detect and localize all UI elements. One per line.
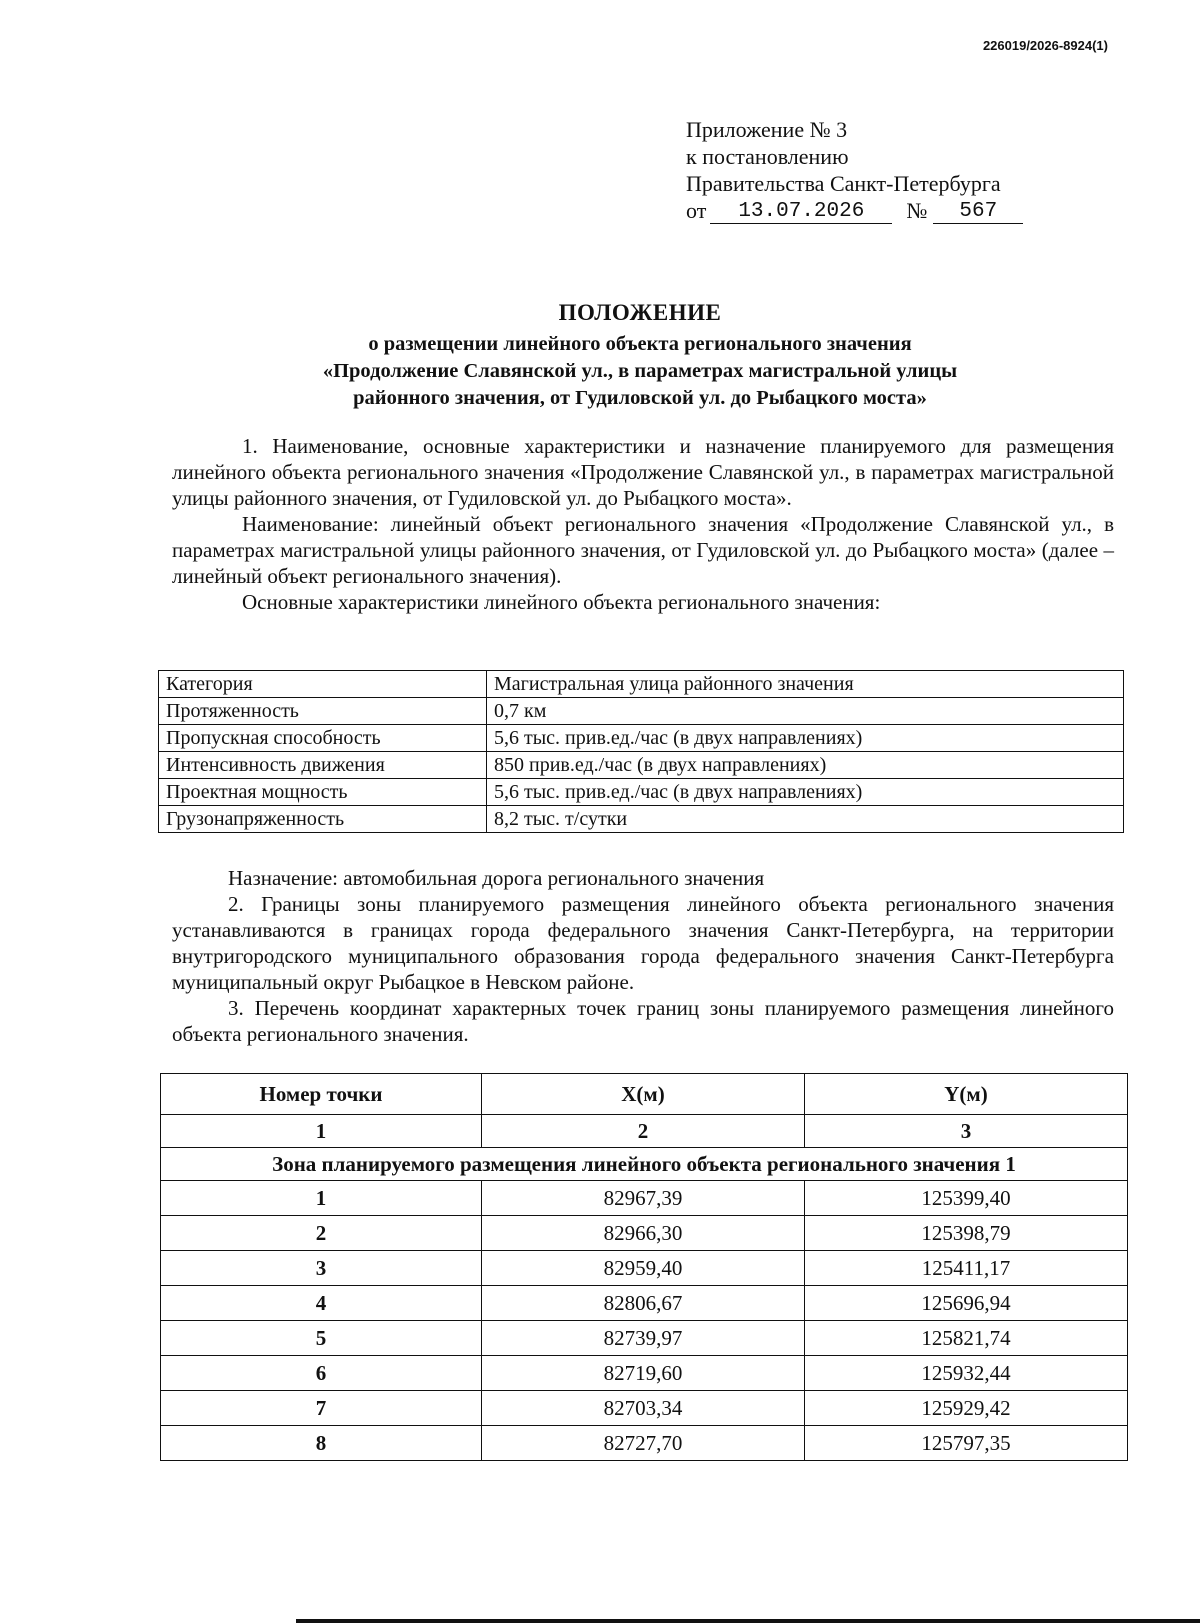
paragraph: 2. Границы зоны планируемого размещения линейного объекта регионального значения устанавливаются в границах города федерального значения Санкт-Петербурга, на территории внутригородского муниципального образования города федерального значения Санкт-Петербурга муниципальный округ Рыбацкое в Невском районе. [172,892,1114,994]
point-number: 7 [161,1391,482,1426]
scan-edge-line [296,1619,1200,1623]
point-number: 8 [161,1426,482,1461]
x-coordinate: 82739,97 [482,1321,805,1356]
section-2-3-text [172,865,1114,1047]
y-coordinate: 125411,17 [805,1251,1128,1286]
table-row [161,1286,1128,1321]
y-coordinate: 125398,79 [805,1216,1128,1251]
paragraph: 1. Наименование, основные характеристики и назначение планируемого для размещения линейного объекта регионального значения «Продолжение Славянской ул., в параметрах магистральной улицы районного значения, от Гудиловской ул. до Рыбацкого моста». [172,434,1114,510]
point-number: 3 [161,1251,482,1286]
y-coordinate: 125932,44 [805,1356,1128,1391]
section-1-text [172,433,1114,615]
table-row [159,806,1124,833]
table-row [159,725,1124,752]
column-index: 1 [161,1115,482,1148]
characteristic-value: 5,6 тыс. прив.ед./час (в двух направлениях) [487,725,1124,752]
decree-number: 567 [933,201,1023,224]
characteristic-label: Проектная мощность [159,779,487,806]
characteristic-value: 5,6 тыс. прив.ед./час (в двух направлениях) [487,779,1124,806]
column-header: Y(м) [805,1074,1128,1115]
point-number: 1 [161,1181,482,1216]
y-coordinate: 125821,74 [805,1321,1128,1356]
number-label: № [906,198,928,223]
characteristic-label: Пропускная способность [159,725,487,752]
characteristic-value: 0,7 км [487,698,1124,725]
title-subtitle [170,331,1110,412]
characteristic-value: 8,2 тыс. т/сутки [487,806,1124,833]
table-row [161,1181,1128,1216]
characteristic-label: Грузонапряженность [159,806,487,833]
y-coordinate: 125929,42 [805,1391,1128,1426]
x-coordinate: 82966,30 [482,1216,805,1251]
title-main: ПОЛОЖЕНИЕ [558,300,722,325]
table-row [161,1356,1128,1391]
column-index: 2 [482,1115,805,1148]
x-coordinate: 82719,60 [482,1356,805,1391]
title-line: районного значения, от Гудиловской ул. до Рыбацкого моста» [353,387,927,409]
y-coordinate: 125797,35 [805,1426,1128,1461]
point-number: 5 [161,1321,482,1356]
document-title [170,300,1110,412]
decree-date: 13.07.2026 [710,201,892,224]
title-line: о размещении линейного объекта регионального значения [368,333,912,355]
document-registration-code: 226019/2026-8924(1) [982,38,1108,53]
appendix-line: к постановлению [686,144,849,169]
table-row [161,1216,1128,1251]
table-header-row [161,1074,1128,1115]
appendix-header [686,116,1036,224]
date-prefix: от [686,198,707,223]
paragraph: Основные характеристики линейного объекта регионального значения: [242,590,881,614]
table-row [159,698,1124,725]
y-coordinate: 125399,40 [805,1181,1128,1216]
column-header: X(м) [482,1074,805,1115]
point-number: 2 [161,1216,482,1251]
x-coordinate: 82806,67 [482,1286,805,1321]
zone-label: Зона планируемого размещения линейного объекта регионального значения 1 [161,1148,1128,1181]
characteristic-value: 850 прив.ед./час (в двух направлениях) [487,752,1124,779]
column-index: 3 [805,1115,1128,1148]
x-coordinate: 82967,39 [482,1181,805,1216]
y-coordinate: 125696,94 [805,1286,1128,1321]
zone-row [161,1148,1128,1181]
x-coordinate: 82727,70 [482,1426,805,1461]
paragraph: 3. Перечень координат характерных точек границ зоны планируемого размещения линейного объекта регионального значения. [172,996,1114,1046]
paragraph: Назначение: автомобильная дорога регионального значения [228,866,765,890]
decree-date-number-row [686,197,1036,224]
point-number: 6 [161,1356,482,1391]
paragraph: Наименование: линейный объект регионального значения «Продолжение Славянской ул., в параметрах магистральной улицы районного значения, от Гудиловской ул. до Рыбацкого моста» (далее – линейный объект регионального значения). [172,512,1114,588]
column-index-row [161,1115,1128,1148]
table-row [159,752,1124,779]
table-row [161,1426,1128,1461]
title-line: «Продолжение Славянской ул., в параметрах магистральной улицы [322,360,958,382]
coordinates-table [160,1073,1128,1461]
characteristic-label: Интенсивность движения [159,752,487,779]
point-number: 4 [161,1286,482,1321]
characteristics-table [158,670,1124,833]
appendix-line: Приложение № 3 [686,117,848,142]
x-coordinate: 82703,34 [482,1391,805,1426]
appendix-line: Правительства Санкт-Петербурга [686,171,1001,196]
table-row [161,1391,1128,1426]
x-coordinate: 82959,40 [482,1251,805,1286]
characteristic-value: Магистральная улица районного значения [487,671,1124,698]
table-row [161,1251,1128,1286]
column-header: Номер точки [161,1074,482,1115]
characteristic-label: Протяженность [159,698,487,725]
table-row [159,779,1124,806]
table-row [161,1321,1128,1356]
table-row [159,671,1124,698]
characteristic-label: Категория [159,671,487,698]
